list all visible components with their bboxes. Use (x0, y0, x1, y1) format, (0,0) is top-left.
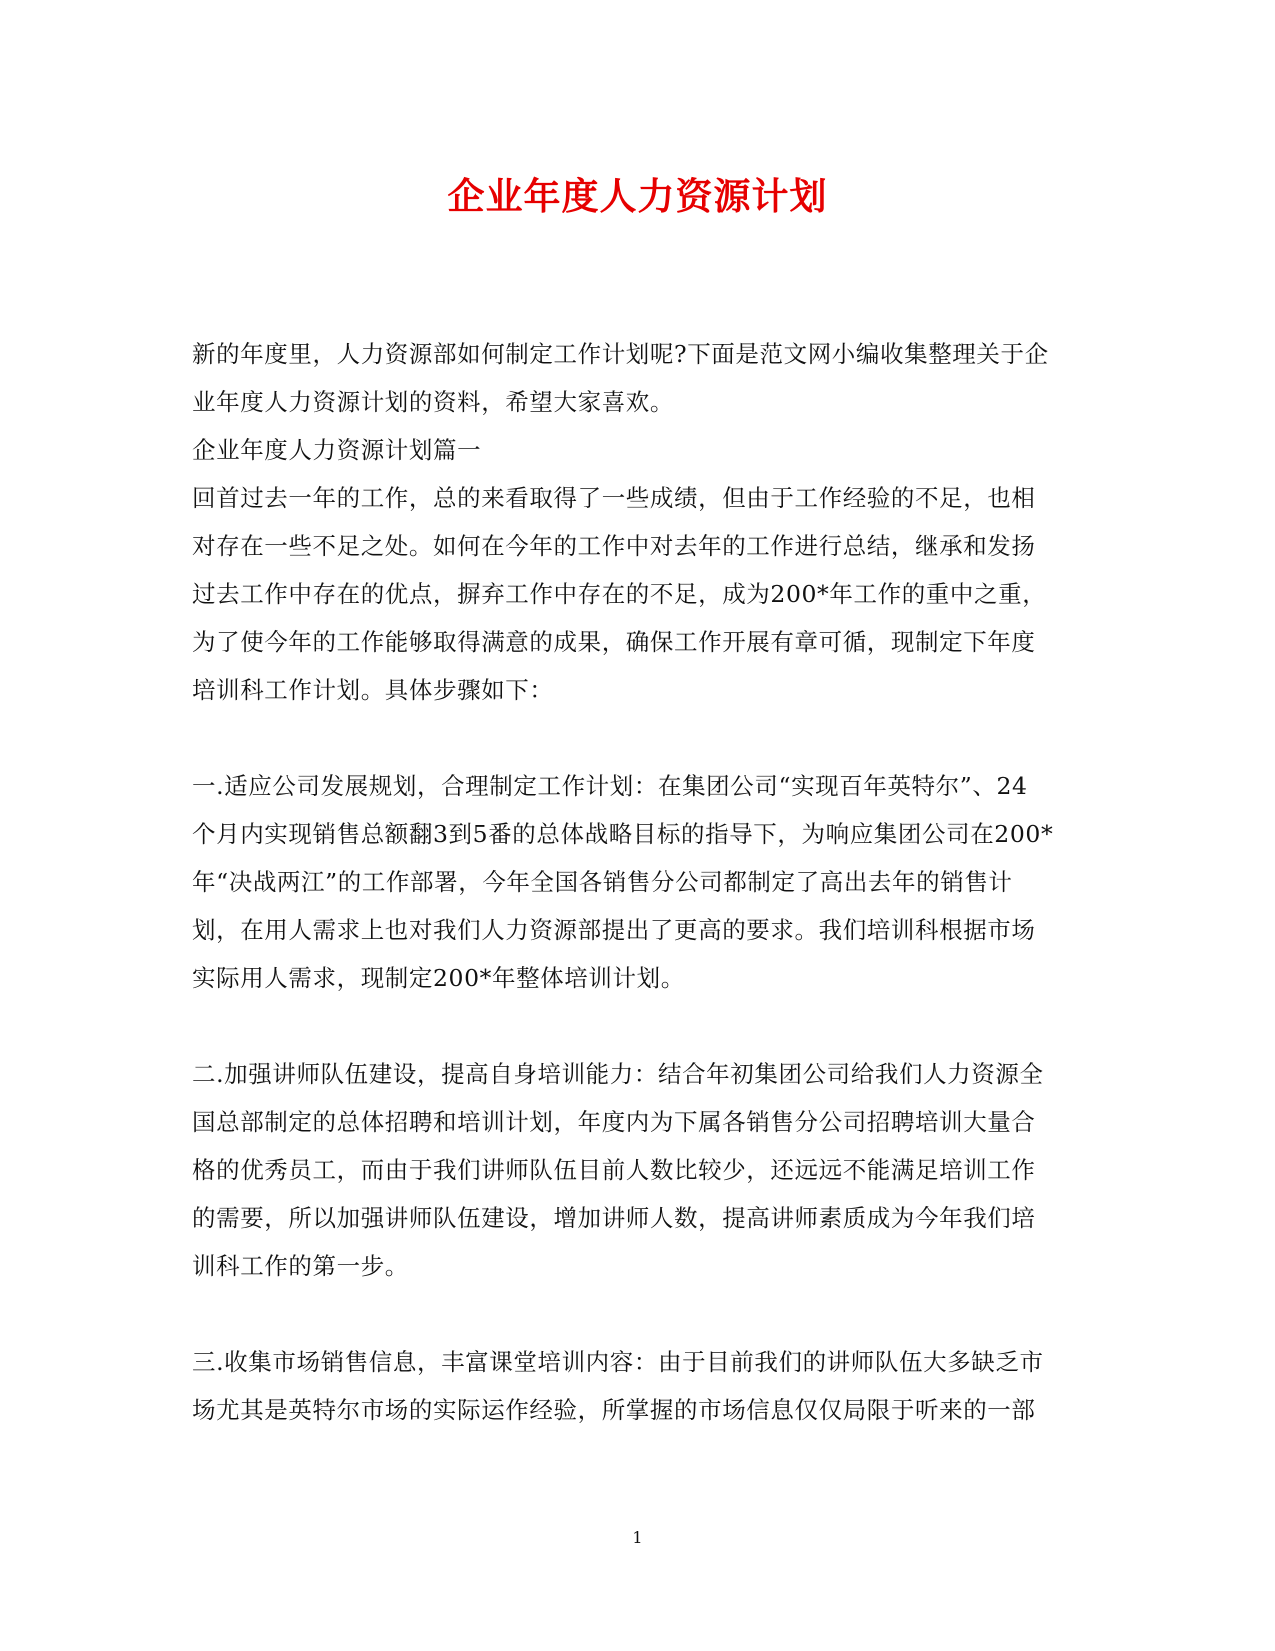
text-line: 新的年度里，人力资源部如何制定工作计划呢?下面是范文网小编收集整理关于企 (192, 340, 1049, 368)
section-heading: 企业年度人力资源计划篇一 (192, 436, 482, 464)
text-line: 回首过去一年的工作，总的来看取得了一些成绩，但由于工作经验的不足，也相 (192, 484, 1036, 512)
text-line: 实际用人需求，现制定200*年整体培训计划。 (192, 964, 685, 992)
paragraph-gap (192, 1290, 1077, 1338)
document-title: 企业年度人力资源计划 (447, 174, 828, 218)
text-line: 划，在用人需求上也对我们人力资源部提出了更高的要求。我们培训科根据市场 (192, 916, 1036, 944)
text-line: 格的优秀员工，而由于我们讲师队伍目前人数比较少，还远远不能满足培训工作 (192, 1156, 1036, 1184)
text-line: 培训科工作计划。具体步骤如下： (192, 676, 554, 704)
text-line: 的需要，所以加强讲师队伍建设，增加讲师人数，提高讲师素质成为今年我们培 (192, 1204, 1036, 1232)
paragraph-gap (192, 714, 1077, 762)
text-line: 对存在一些不足之处。如何在今年的工作中对去年的工作进行总结，继承和发扬 (192, 532, 1036, 560)
text-line: 一.适应公司发展规划，合理制定工作计划：在集团公司“实现百年英特尔”、24 (192, 772, 1028, 800)
paragraph-review (192, 474, 1077, 714)
paragraph-gap (192, 1002, 1077, 1050)
paragraph-item-2 (192, 1050, 1077, 1290)
text-line: 个月内实现销售总额翻3到5番的总体战略目标的指导下，为响应集团公司在200* (192, 820, 1054, 848)
text-line: 二.加强讲师队伍建设，提高自身培训能力：结合年初集团公司给我们人力资源全 (192, 1060, 1044, 1088)
text-line: 国总部制定的总体招聘和培训计划，年度内为下属各销售分公司招聘培训大量合 (192, 1108, 1036, 1136)
text-line: 年“决战两江”的工作部署，今年全国各销售分公司都制定了高出去年的销售计 (192, 868, 1013, 896)
page-number: 1 (632, 1528, 643, 1547)
text-line: 过去工作中存在的优点，摒弃工作中存在的不足，成为200*年工作的重中之重， (192, 580, 1047, 608)
document-body (192, 330, 1077, 1434)
paragraph-item-1 (192, 762, 1077, 1002)
text-line: 为了使今年的工作能够取得满意的成果，确保工作开展有章可循，现制定下年度 (192, 628, 1036, 656)
intro-paragraph (192, 330, 1077, 426)
text-line: 场尤其是英特尔市场的实际运作经验，所掌握的市场信息仅仅局限于听来的一部 (192, 1396, 1036, 1424)
text-line: 三.收集市场销售信息，丰富课堂培训内容：由于目前我们的讲师队伍大多缺乏市 (192, 1348, 1044, 1376)
text-line: 训科工作的第一步。 (192, 1252, 409, 1280)
paragraph-item-3 (192, 1338, 1077, 1434)
text-line: 业年度人力资源计划的资料，希望大家喜欢。 (192, 388, 674, 416)
